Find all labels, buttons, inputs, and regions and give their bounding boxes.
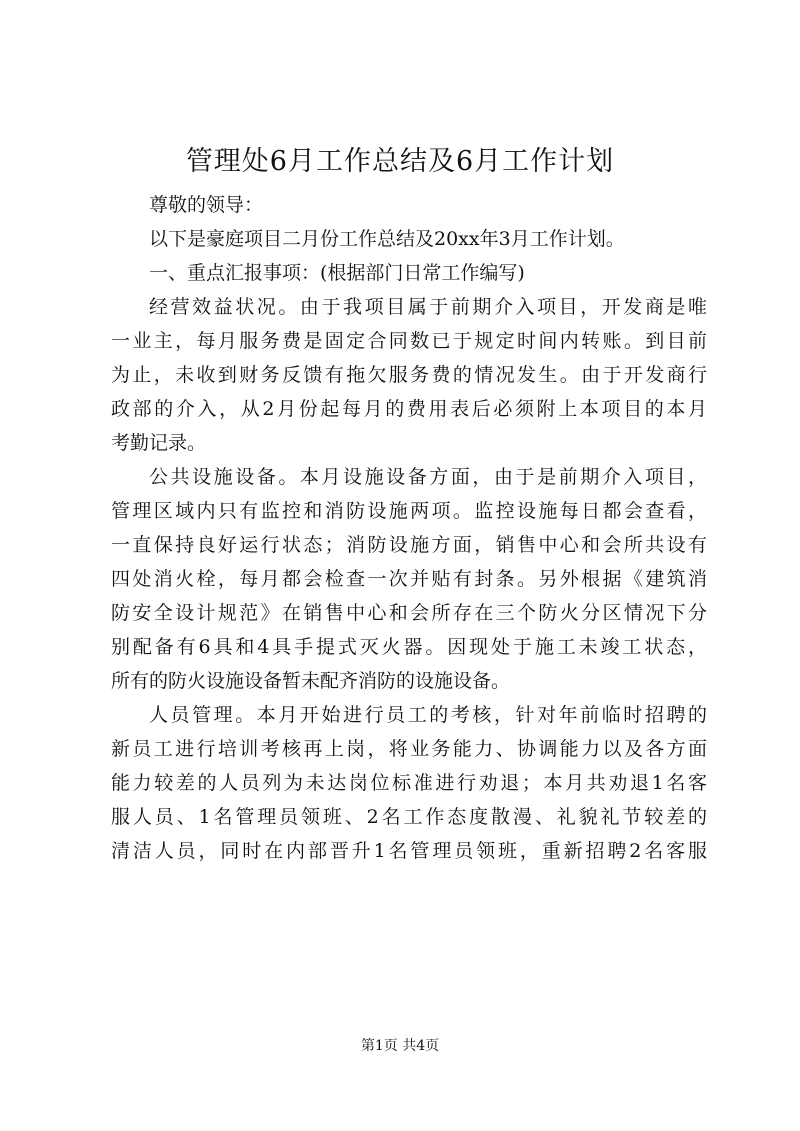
section-heading-line: 一、重点汇报事项：(根据部门日常工作编写) xyxy=(149,262,525,284)
paragraph-line: 新员工进行培训考核再上岗，将业务能力、协调能力以及各方面 xyxy=(111,738,707,760)
page-number-footer: 第1页 共4页 xyxy=(360,1038,440,1054)
intro-line: 以下是豪庭项目二月份工作总结及20xx年3月工作计划。 xyxy=(149,228,625,250)
paragraph-line: 政部的介入，从2月份起每月的费用表后必须附上本项目的本月 xyxy=(111,398,707,420)
paragraph-line: 公共设施设备。本月设施设备方面，由于是前期介入项目， xyxy=(149,466,707,488)
paragraph-line: 为止，未收到财务反馈有拖欠服务费的情况发生。由于开发商行 xyxy=(111,364,707,386)
paragraph-line: 管理区域内只有监控和消防设施两项。监控设施每日都会查看， xyxy=(111,500,707,522)
paragraph-line: 清洁人员，同时在内部晋升1名管理员领班，重新招聘2名客服 xyxy=(111,840,707,862)
document-title: 管理处6月工作总结及6月工作计划 xyxy=(185,146,615,177)
paragraph-line: 服人员、1名管理员领班、2名工作态度散漫、礼貌礼节较差的 xyxy=(111,806,707,828)
paragraph-line: 人员管理。本月开始进行员工的考核，针对年前临时招聘的 xyxy=(149,704,707,726)
document-body xyxy=(111,188,707,868)
paragraph-line: 经营效益状况。由于我项目属于前期介入项目，开发商是唯 xyxy=(149,296,707,318)
salutation-line: 尊敬的领导： xyxy=(149,194,264,216)
paragraph-line: 一直保持良好运行状态；消防设施方面，销售中心和会所共设有 xyxy=(111,534,707,556)
paragraph-line: 四处消火栓，每月都会检查一次并贴有封条。另外根据《建筑消 xyxy=(111,568,707,590)
paragraph-line: 防安全设计规范》在销售中心和会所存在三个防火分区情况下分 xyxy=(111,602,707,624)
paragraph-line: 考勤记录。 xyxy=(111,432,207,454)
paragraph-line: 一业主，每月服务费是固定合同数已于规定时间内转账。到目前 xyxy=(111,330,707,352)
paragraph-line: 别配备有6具和4具手提式灭火器。因现处于施工未竣工状态， xyxy=(111,636,707,658)
paragraph-line: 所有的防火设施设备暂未配齐消防的设施设备。 xyxy=(111,670,511,692)
paragraph-line: 能力较差的人员列为未达岗位标准进行劝退；本月共劝退1名客 xyxy=(111,772,707,794)
